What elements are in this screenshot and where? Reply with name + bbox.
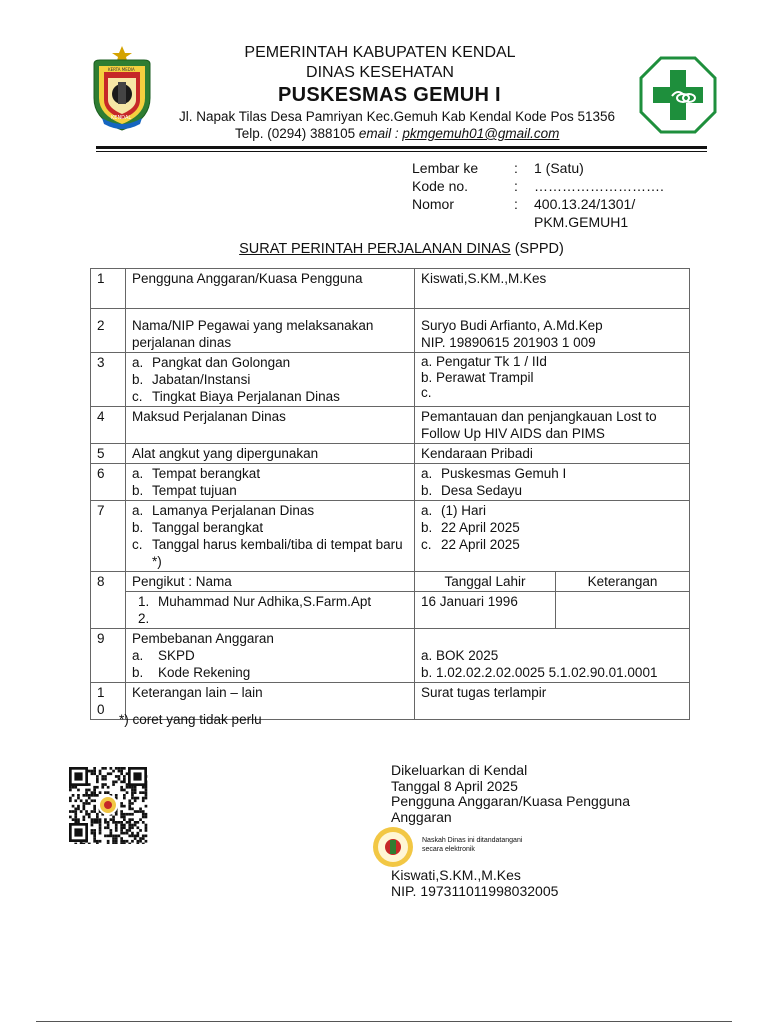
list-item	[132, 536, 408, 570]
table-row	[91, 572, 690, 592]
position-value: b. Perawat Trampil	[421, 369, 534, 385]
row-value: Kendaraan Pribadi	[415, 444, 690, 464]
header-rule-thin	[96, 151, 707, 152]
list-item	[132, 371, 408, 388]
electronic-signature-note	[422, 836, 522, 854]
list-text: Lamanya Perjalanan Dinas	[152, 503, 315, 518]
list-item	[421, 502, 683, 519]
list-marker: b.	[132, 520, 144, 535]
meta-key: Lembar ke	[412, 160, 479, 176]
meta-value: PKM.GEMUH1	[534, 214, 629, 230]
row-label	[126, 629, 415, 683]
follower-dob: 16 Januari 1996	[415, 592, 556, 629]
page-bottom-rule	[36, 1021, 732, 1022]
signer-name: Kiswati,S.KM.,M.Kes	[391, 867, 521, 883]
row-number: 4	[91, 407, 126, 444]
list-text: Desa Sedayu	[441, 483, 523, 498]
document-meta	[410, 158, 666, 232]
list-item	[132, 465, 408, 482]
list-marker: b.	[132, 665, 144, 680]
row-value	[415, 464, 690, 501]
skpd-value: a. BOK 2025	[421, 648, 499, 663]
row-label: Keterangan lain – lain	[126, 683, 415, 720]
employee-name: Suryo Budi Arfianto, A.Md.Kep	[421, 318, 603, 333]
list-item	[138, 610, 408, 627]
list-marker: c.	[421, 537, 432, 552]
list-item	[421, 536, 683, 553]
institution-name: PUSKESMAS GEMUH I	[278, 84, 501, 106]
title-main: SURAT PERINTAH PERJALANAN DINAS	[239, 241, 511, 257]
row-value	[415, 629, 690, 683]
row-label	[126, 501, 415, 572]
row-label: Alat angkut yang dipergunakan	[126, 444, 415, 464]
table-row	[91, 444, 690, 464]
meta-colon: :	[514, 160, 518, 176]
row-number: 2	[91, 309, 126, 353]
signature-block	[391, 763, 630, 825]
list-item	[421, 519, 683, 536]
signer-role: Pengguna Anggaran/Kuasa Pengguna	[391, 793, 630, 809]
table-row	[91, 309, 690, 353]
list-item	[132, 354, 408, 371]
meta-key: Nomor	[412, 196, 455, 212]
row-value	[415, 501, 690, 572]
row-value	[415, 353, 690, 407]
meta-key: Kode no.	[412, 178, 469, 194]
list-marker: b.	[421, 520, 433, 535]
list-item	[132, 502, 408, 519]
cost-level-value: c.	[421, 385, 432, 400]
crest-text-top: KERTA MEDIA	[108, 67, 135, 72]
contact-line	[235, 126, 559, 141]
list-marker: b.	[132, 483, 144, 498]
list-item	[132, 664, 408, 681]
esign-note-line: Naskah Dinas ini ditandatangani	[422, 837, 523, 844]
list-text: 22 April 2025	[441, 520, 520, 535]
list-text: Tanggal berangkat	[152, 520, 264, 535]
row-label	[126, 353, 415, 407]
signer-role-continued: Anggaran	[391, 808, 452, 825]
employee-nip: NIP. 19890615 201903 1 009	[421, 335, 596, 350]
list-text: SKPD	[158, 648, 195, 663]
address: Jl. Napak Tilas Desa Pamriyan Kec.Gemuh Kab Kendal Kode Pos 51356	[179, 109, 615, 124]
column-header-note: Keterangan	[556, 572, 690, 592]
table-row	[91, 269, 690, 309]
row-number: 6	[91, 464, 126, 501]
footnote: *) coret yang tidak perlu	[119, 712, 262, 727]
meta-value: 400.13.24/1301/	[534, 196, 636, 212]
meta-value: 1 (Satu)	[534, 160, 584, 176]
list-marker: b.	[132, 372, 144, 387]
signer-nip: NIP. 197311011998032005	[391, 882, 559, 899]
kendal-crest-logo	[88, 44, 156, 132]
table-row	[91, 592, 690, 629]
list-text: Puskesmas Gemuh I	[441, 466, 567, 481]
row-value: Surat tugas terlampir	[415, 683, 690, 720]
list-marker: c.	[132, 537, 143, 552]
list-text: 22 April 2025	[441, 537, 520, 552]
meta-colon: :	[514, 178, 518, 194]
list-marker: 2.	[138, 611, 150, 626]
list-marker: a.	[132, 648, 144, 663]
row-number-part: 1	[97, 685, 105, 700]
list-text: (1) Hari	[441, 503, 487, 518]
row-number: 9	[91, 629, 126, 683]
row-value: Kiswati,S.KM.,M.Kes	[415, 269, 690, 309]
issued-place: Dikeluarkan di Kendal	[391, 762, 528, 778]
row-number: 5	[91, 444, 126, 464]
list-item	[421, 482, 683, 499]
phone: Telp. (0294) 388105	[235, 126, 359, 141]
list-marker: a.	[421, 466, 433, 481]
follower-list	[126, 592, 415, 629]
header-rule-thick	[96, 146, 707, 149]
list-text: Pangkat dan Golongan	[152, 355, 291, 370]
esign-note-line: secara elektronik	[422, 846, 475, 853]
account-code-value: b. 1.02.02.2.02.0025 5.1.02.90.01.0001	[421, 665, 658, 680]
table-row	[91, 407, 690, 444]
list-item	[138, 593, 408, 610]
table-row	[91, 353, 690, 407]
list-item	[132, 388, 408, 405]
list-marker: 1.	[138, 594, 150, 609]
list-marker: a.	[132, 503, 144, 518]
row-label: Nama/NIP Pegawai yang melaksanakan perjalanan dinas	[126, 309, 415, 353]
list-text: Tempat tujuan	[152, 483, 237, 498]
table-row	[91, 629, 690, 683]
qr-code	[65, 766, 151, 844]
budget-label: Pembebanan Anggaran	[132, 631, 274, 646]
meta-colon: :	[514, 196, 518, 212]
column-header-dob: Tanggal Lahir	[415, 572, 556, 592]
meta-value: ……………………….	[534, 178, 664, 194]
row-label: Maksud Perjalanan Dinas	[126, 407, 415, 444]
list-text: Kode Rekening	[158, 665, 251, 680]
list-marker: c.	[132, 389, 143, 404]
row-value	[415, 309, 690, 353]
list-item	[132, 519, 408, 536]
follower-note	[556, 592, 690, 629]
list-text: Tanggal harus kembali/tiba di tempat baru *)	[152, 537, 403, 569]
list-marker: a.	[132, 466, 144, 481]
list-text: Tingkat Biaya Perjalanan Dinas	[152, 389, 340, 404]
row-value: Pemantauan dan penjangkauan Lost to Follow Up HIV AIDS dan PIMS	[415, 407, 690, 444]
sppd-table	[90, 268, 690, 720]
row-number: 8	[91, 572, 126, 629]
email-link[interactable]: pkmgemuh01@gmail.com	[402, 126, 560, 141]
table-row	[91, 501, 690, 572]
rank-value: a. Pengatur Tk 1 / IId	[421, 354, 547, 369]
document-title	[96, 241, 707, 257]
row-number-part: 0	[97, 702, 105, 717]
list-marker: b.	[421, 483, 433, 498]
row-label: Pengguna Anggaran/Kuasa Pengguna	[126, 269, 415, 309]
title-abbr: (SPPD)	[510, 241, 564, 257]
signer-identity	[391, 868, 558, 899]
follower-name: Muhammad Nur Adhika,S.Farm.Apt	[158, 594, 372, 609]
list-item	[132, 482, 408, 499]
list-text: Jabatan/Instansi	[152, 372, 251, 387]
issued-date: Tanggal 8 April 2025	[391, 777, 518, 794]
row-number: 7	[91, 501, 126, 572]
row-number: 1	[91, 269, 126, 309]
list-marker: a.	[421, 503, 433, 518]
department-name: DINAS KESEHATAN	[306, 64, 454, 81]
meta-key	[412, 214, 512, 230]
crest-text-bottom: KENDAL	[111, 115, 132, 121]
list-item	[132, 647, 408, 664]
row-label	[126, 464, 415, 501]
electronic-seal-icon	[367, 826, 419, 868]
table-row	[91, 464, 690, 501]
row-number: 3	[91, 353, 126, 407]
list-item	[421, 465, 683, 482]
list-marker: a.	[132, 355, 144, 370]
list-text: Tempat berangkat	[152, 466, 261, 481]
row-label: Pengikut : Nama	[126, 572, 415, 592]
meta-colon	[514, 214, 532, 230]
government-name: PEMERINTAH KABUPATEN KENDAL	[244, 44, 516, 61]
email-label: email :	[358, 126, 403, 141]
